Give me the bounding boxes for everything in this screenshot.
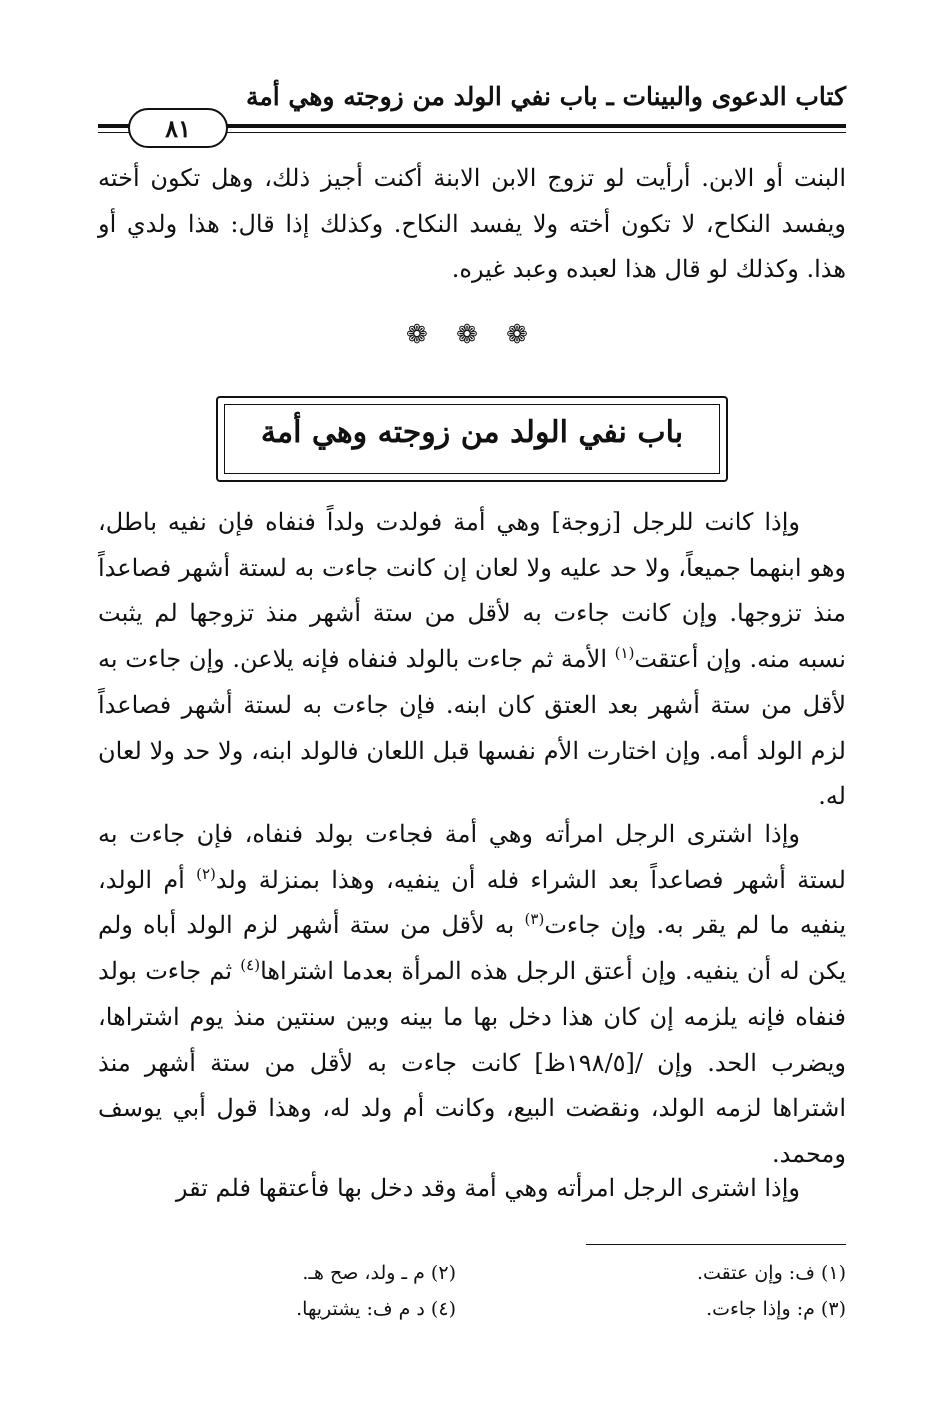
footnote-ref-2[interactable]: (٢) bbox=[196, 864, 216, 883]
paragraph-3-text-d: ثم جاءت بولد فنفاه فإنه يلزمه إن كان هذا دخل بها ما بينه وبين سنتين منذ يوم اشتراها، ويضرب الحد. وإن /[١٩٨/٥ظ] كانت جاءت به لأقل من ستة أشهر منذ اشتراها لزمه الولد، ونقضت البيع، وكانت أم ولد له، وهذا قول أبي يوسف ومحمد. bbox=[98, 957, 846, 1168]
footnote-4: (٤) د م ف: يشتريها. bbox=[296, 1298, 456, 1320]
paragraph-2 bbox=[98, 500, 846, 820]
footnote-1: (١) ف: وإن عتقت. bbox=[696, 1262, 846, 1284]
page-number: ٨١ bbox=[128, 108, 228, 148]
paragraph-3 bbox=[98, 812, 846, 1178]
chapter-title-frame bbox=[216, 396, 728, 482]
footnote-ref-4[interactable]: (٤) bbox=[240, 956, 261, 975]
running-header: كتاب الدعوى والبينات ـ باب نفي الولد من زوجته وهي أمة bbox=[245, 82, 846, 111]
paragraph-3-text-a: وإذا اشترى الرجل امرأته وهي أمة فجاءت بولد فنفاه، فإن جاءت به لستة أشهر فصاعداً بعد الشراء فله أن ينفيه، وهذا بمنزلة ولد bbox=[98, 820, 846, 894]
footnote-3: (٣) م: وإذا جاءت. bbox=[706, 1298, 846, 1320]
paragraph-continuation: البنت أو الابن. أرأيت لو تزوج الابن الابنة أكنت أجيز ذلك، وهل تكون أخته ويفسد النكاح، لا تكون أخته ولا يفسد النكاح. وكذلك إذا قال: هذا ولدي أو هذا. وكذلك لو قال هذا لعبده وعبد غيره. bbox=[98, 164, 847, 284]
paragraph-2-text-b: الأمة ثم جاءت بالولد فنفاه فإنه يلاعن. وإن جاءت به لأقل من ستة أشهر بعد العتق كان ابنه. فإن جاءت به لستة أشهر فصاعداً لزم الولد أمه. وإن اختارت الأم نفسها قبل اللعان فالولد ابنه، ولا حد ولا لعان له. bbox=[98, 645, 846, 811]
paragraph-4 bbox=[98, 1166, 846, 1212]
chapter-title: باب نفي الولد من زوجته وهي أمة bbox=[260, 415, 684, 450]
paragraph-4-text: وإذا اشترى الرجل امرأته وهي أمة وقد دخل بها فأعتقها فلم تقر bbox=[175, 1174, 800, 1202]
footnote-ref-1[interactable]: (١) bbox=[614, 644, 635, 663]
footnote-2: (٢) م ـ ولد، صح هـ. bbox=[302, 1262, 456, 1284]
paragraph-3-text-c: به لأقل من ستة أشهر لزم الولد أباه ولم يكن له أن ينفيه. وإن أعتق الرجل هذه المرأة بعدما اشتراها bbox=[98, 911, 847, 986]
paragraph-2-text-a: وإذا كانت للرجل [زوجة] وهي أمة فولدت ولداً فنفاه فإن نفيه باطل، وهو ابنهما جميعاً، ولا حد عليه ولا لعان إن كانت جاءت به لستة أشهر فصاعداً منذ تزوجها. وإن كانت جاءت به لأقل من ستة أشهر منذ تزوجها لم يثبت نسبه منه. وإن أعتقت bbox=[98, 508, 846, 674]
paragraph-3-text-b: أم الولد، ينفيه ما لم يقر به. وإن جاءت bbox=[98, 865, 847, 940]
footnote-ref-3[interactable]: (٣) bbox=[524, 910, 545, 929]
footnote-rule bbox=[586, 1244, 846, 1245]
ornament-separator: ❁ ❁ ❁ bbox=[406, 320, 538, 350]
